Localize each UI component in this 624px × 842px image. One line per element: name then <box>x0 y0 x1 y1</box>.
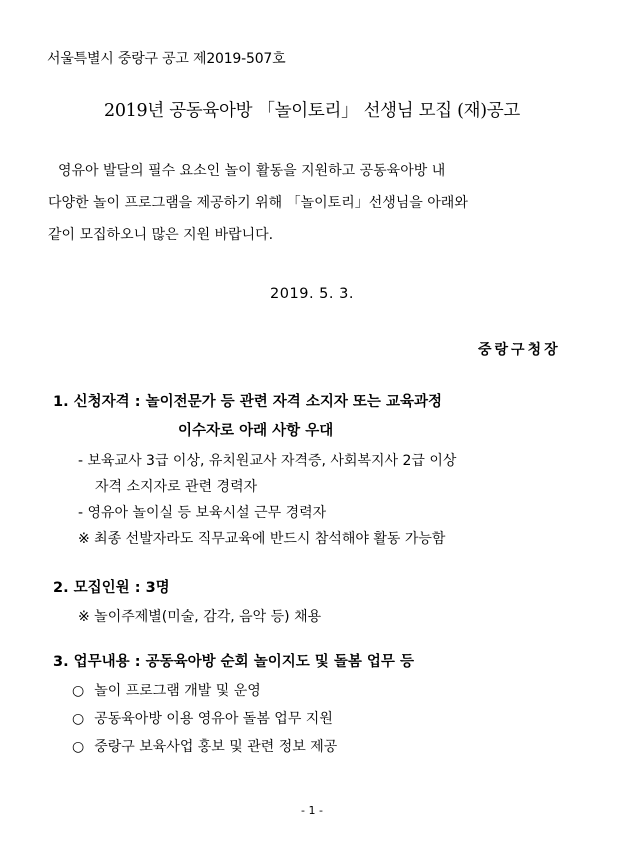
section-1-item-cont: 자격 소지자로 관련 경력자 <box>95 479 258 495</box>
section-1-heading-cont: 이수자로 아래 사항 우대 <box>178 423 334 439</box>
notice-number: 서울특별시 중랑구 공고 제2019-507호 <box>47 51 286 67</box>
section-3-item <box>72 736 337 756</box>
section-3-item-text: 중랑구 보육사업 홍보 및 관련 정보 제공 <box>94 739 338 755</box>
section-3-item <box>72 680 261 700</box>
intro-paragraph <box>48 155 580 251</box>
section-2-note: ※ 놀이주제별(미술, 감각, 음악 등) 채용 <box>78 609 322 625</box>
section-1-item: - 영유아 놀이실 등 보육시설 근무 경력자 <box>78 505 327 521</box>
page-number: - 1 - <box>301 804 323 817</box>
section-3-heading: 3. 업무내용 : 공동육아방 순회 놀이지도 및 돌봄 업무 등 <box>53 654 414 670</box>
section-1-item: - 보육교사 3급 이상, 유치원교사 자격증, 사회복지사 2급 이상 <box>78 453 457 469</box>
page-title: 2019년 공동육아방 「놀이토리」 선생님 모집 (재)공고 <box>104 101 520 121</box>
section-2-heading: 2. 모집인원 : 3명 <box>53 580 170 596</box>
announcement-date: 2019. 5. 3. <box>270 286 354 302</box>
section-1-heading: 1. 신청자격 : 놀이전문가 등 관련 자격 소지자 또는 교육과정 <box>53 394 442 410</box>
circle-bullet-icon: ○ <box>72 739 85 755</box>
circle-bullet-icon: ○ <box>72 683 85 699</box>
section-3-item-text: 공동육아방 이용 영유아 돌봄 업무 지원 <box>94 711 333 727</box>
circle-bullet-icon: ○ <box>72 711 85 727</box>
section-1-note: ※ 최종 선발자라도 직무교육에 반드시 참석해야 활동 가능함 <box>78 531 446 547</box>
section-3-item <box>72 708 333 728</box>
issuer-signature: 중랑구청장 <box>478 342 561 358</box>
intro-line: 같이 모집하오니 많은 지원 바랍니다. <box>48 227 274 243</box>
intro-line: 다양한 놀이 프로그램을 제공하기 위해 「놀이토리」선생님을 아래와 <box>48 195 468 211</box>
section-3-item-text: 놀이 프로그램 개발 및 운영 <box>94 683 261 699</box>
intro-line: 영유아 발달의 필수 요소인 놀이 활동을 지원하고 공동육아방 내 <box>58 163 446 179</box>
